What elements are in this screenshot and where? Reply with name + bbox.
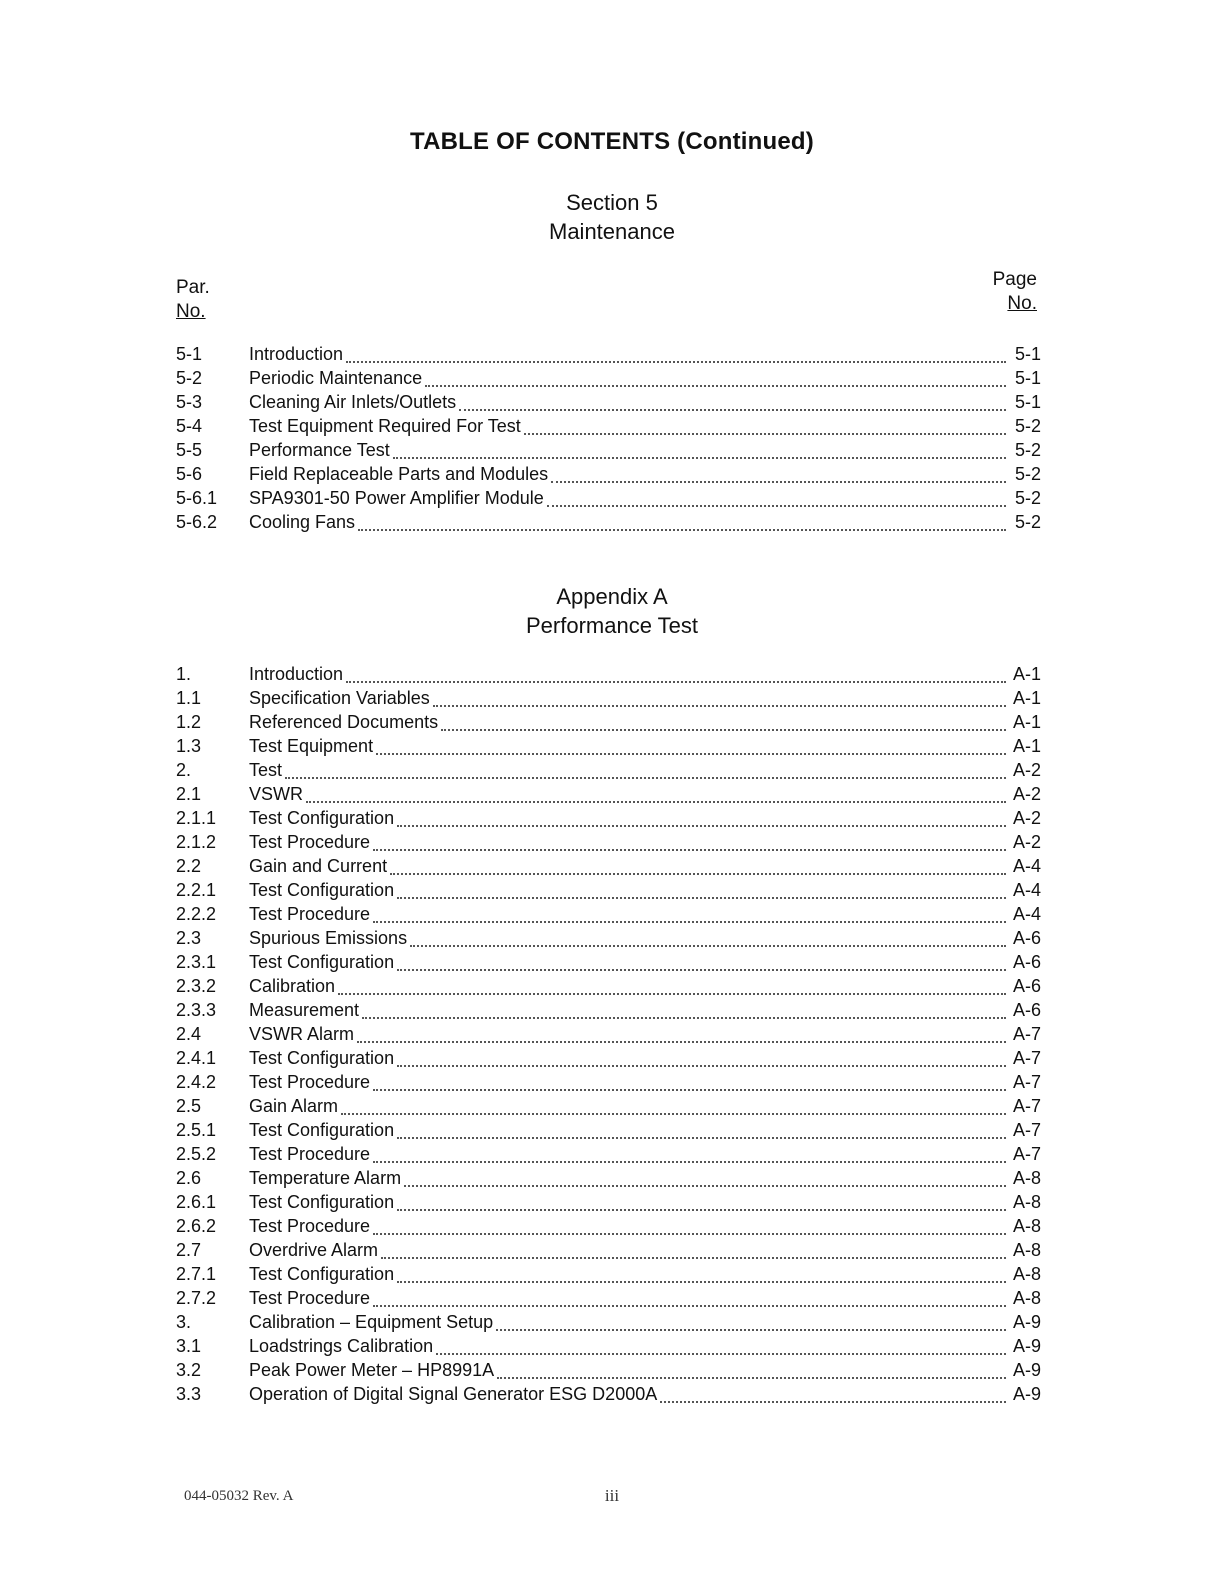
- toc-entry: [176, 760, 1041, 784]
- toc-entry: [176, 1168, 1041, 1192]
- appendix-toc-list: [176, 664, 1041, 1408]
- toc-page-number: A-9: [1012, 1384, 1041, 1404]
- toc-entry: [176, 928, 1041, 952]
- dot-leader: [397, 968, 1006, 971]
- toc-entry-title: Peak Power Meter – HP8991A: [249, 1360, 495, 1380]
- toc-entry-title: Test Configuration: [249, 1048, 395, 1068]
- toc-par-number: 2.2.1: [176, 880, 217, 900]
- toc-par-number: 2.4.1: [176, 1048, 217, 1068]
- toc-entry: [176, 1360, 1041, 1384]
- toc-page-number: A-9: [1012, 1336, 1041, 1356]
- toc-entry: [176, 464, 1041, 488]
- toc-page-number: 5-2: [1014, 464, 1041, 484]
- toc-page-number: A-8: [1012, 1168, 1041, 1188]
- toc-entry-title: Test Equipment Required For Test: [249, 416, 521, 436]
- toc-entry-title: Overdrive Alarm: [249, 1240, 379, 1260]
- dot-leader: [346, 360, 1006, 363]
- toc-entry: [176, 392, 1041, 416]
- toc-entry-title: VSWR Alarm: [249, 1024, 355, 1044]
- toc-entry-title: Loadstrings Calibration: [249, 1336, 434, 1356]
- toc-entry: [176, 904, 1041, 928]
- toc-par-number: 2.4: [176, 1024, 202, 1044]
- toc-page-number: 5-2: [1014, 488, 1041, 508]
- toc-entry-title: Operation of Digital Signal Generator ESG D2000A: [249, 1384, 658, 1404]
- toc-page-number: A-7: [1012, 1072, 1041, 1092]
- dot-leader: [376, 752, 1006, 755]
- appendix-number: Appendix A: [556, 584, 668, 609]
- toc-par-number: 2.2: [176, 856, 202, 876]
- toc-entry-title: Calibration: [249, 976, 336, 996]
- toc-par-number: 3.1: [176, 1336, 202, 1356]
- par-header-line2: No.: [176, 301, 206, 322]
- dot-leader: [497, 1376, 1006, 1379]
- toc-entry: [176, 1240, 1041, 1264]
- toc-page-number: A-7: [1012, 1096, 1041, 1116]
- toc-entry-title: Periodic Maintenance: [249, 368, 423, 388]
- toc-par-number: 5-5: [176, 440, 203, 460]
- toc-page-number: A-6: [1012, 952, 1041, 972]
- dot-leader: [373, 1304, 1006, 1307]
- dot-leader: [459, 408, 1006, 411]
- toc-entry-title: Test Procedure: [249, 1216, 371, 1236]
- toc-entry: [176, 512, 1041, 536]
- toc-par-number: 2.3.1: [176, 952, 217, 972]
- section-title: Maintenance: [549, 219, 675, 244]
- toc-par-number: 3.: [176, 1312, 192, 1332]
- dot-leader: [373, 1088, 1006, 1091]
- toc-page-number: 5-1: [1014, 344, 1041, 364]
- toc-page-number: A-2: [1012, 832, 1041, 852]
- toc-entry: [176, 952, 1041, 976]
- toc-page-number: A-6: [1012, 1000, 1041, 1020]
- toc-page-number: A-8: [1012, 1216, 1041, 1236]
- toc-par-number: 2.3.3: [176, 1000, 217, 1020]
- toc-par-number: 3.2: [176, 1360, 202, 1380]
- toc-par-number: 5-4: [176, 416, 203, 436]
- toc-page-number: A-8: [1012, 1192, 1041, 1212]
- toc-par-number: 5-3: [176, 392, 203, 412]
- toc-par-number: 2.1.1: [176, 808, 217, 828]
- toc-entry: [176, 880, 1041, 904]
- toc-page-number: A-4: [1012, 856, 1041, 876]
- toc-entry: [176, 1144, 1041, 1168]
- toc-entry-title: Gain and Current: [249, 856, 388, 876]
- toc-entry: [176, 808, 1041, 832]
- toc-par-number: 5-6.2: [176, 512, 218, 532]
- document-number: 044-05032 Rev. A: [184, 1488, 294, 1504]
- toc-entry-title: VSWR: [249, 784, 303, 804]
- toc-entry-title: Test Configuration: [249, 1192, 395, 1212]
- toc-entry-title: Test Configuration: [249, 1264, 395, 1284]
- toc-par-number: 5-6: [176, 464, 203, 484]
- toc-entry: [176, 416, 1041, 440]
- toc-par-number: 1.1: [176, 688, 202, 708]
- toc-entry: [176, 832, 1041, 856]
- dot-leader: [393, 456, 1006, 459]
- toc-entry-title: Test Procedure: [249, 1144, 371, 1164]
- toc-entry-title: Performance Test: [249, 440, 390, 460]
- toc-entry: [176, 1312, 1041, 1336]
- toc-entry: [176, 664, 1041, 688]
- dot-leader: [551, 480, 1006, 483]
- toc-par-number: 2.7.2: [176, 1288, 217, 1308]
- dot-leader: [547, 504, 1006, 507]
- toc-par-number: 1.2: [176, 712, 202, 732]
- toc-page-number: A-1: [1012, 736, 1041, 756]
- toc-page-number: A-8: [1012, 1264, 1041, 1284]
- toc-page-number: 5-2: [1014, 440, 1041, 460]
- toc-page-number: A-6: [1012, 928, 1041, 948]
- toc-page-number: A-8: [1012, 1240, 1041, 1260]
- toc-par-number: 1.: [176, 664, 192, 684]
- toc-par-number: 2.7: [176, 1240, 202, 1260]
- dot-leader: [397, 896, 1006, 899]
- page-header-line2: No.: [1007, 293, 1037, 314]
- toc-page-number: A-7: [1012, 1120, 1041, 1140]
- toc-entry-title: Test Configuration: [249, 880, 395, 900]
- toc-entry: [176, 368, 1041, 392]
- dot-leader: [390, 872, 1006, 875]
- page-column-header: [993, 268, 1037, 316]
- toc-par-number: 2.6.2: [176, 1216, 217, 1236]
- toc-entry: [176, 1384, 1041, 1408]
- toc-par-number: 2.5: [176, 1096, 202, 1116]
- toc-page-number: A-7: [1012, 1048, 1041, 1068]
- toc-par-number: 2.: [176, 760, 192, 780]
- toc-entry: [176, 688, 1041, 712]
- dot-leader: [441, 728, 1006, 731]
- toc-page-number: A-2: [1012, 808, 1041, 828]
- toc-par-number: 2.7.1: [176, 1264, 217, 1284]
- toc-page-number: 5-2: [1014, 416, 1041, 436]
- section-heading: [0, 188, 1224, 246]
- dot-leader: [357, 1040, 1006, 1043]
- toc-entry: [176, 1288, 1041, 1312]
- toc-entry: [176, 1264, 1041, 1288]
- toc-page-number: A-2: [1012, 760, 1041, 780]
- dot-leader: [436, 1352, 1006, 1355]
- page-header-line1: Page: [992, 269, 1037, 290]
- toc-par-number: 2.1.2: [176, 832, 217, 852]
- toc-entry-title: Test Procedure: [249, 904, 371, 924]
- toc-par-number: 2.2.2: [176, 904, 217, 924]
- toc-par-number: 2.5.2: [176, 1144, 217, 1164]
- toc-par-number: 2.5.1: [176, 1120, 217, 1140]
- dot-leader: [660, 1400, 1006, 1403]
- section5-toc-list: [176, 344, 1041, 536]
- dot-leader: [358, 528, 1006, 531]
- dot-leader: [381, 1256, 1006, 1259]
- toc-entry-title: Introduction: [249, 664, 344, 684]
- dot-leader: [404, 1184, 1006, 1187]
- toc-entry: [176, 976, 1041, 1000]
- toc-entry-title: Test Procedure: [249, 832, 371, 852]
- par-column-header: [176, 276, 210, 324]
- toc-entry: [176, 1096, 1041, 1120]
- dot-leader: [397, 1136, 1006, 1139]
- toc-page-number: A-1: [1012, 712, 1041, 732]
- dot-leader: [362, 1016, 1006, 1019]
- toc-page-number: 5-1: [1014, 392, 1041, 412]
- toc-entry: [176, 856, 1041, 880]
- toc-par-number: 3.3: [176, 1384, 202, 1404]
- toc-page-number: A-7: [1012, 1024, 1041, 1044]
- toc-entry-title: Test Configuration: [249, 952, 395, 972]
- toc-page-number: A-4: [1012, 904, 1041, 924]
- page-number: iii: [604, 1486, 620, 1505]
- toc-entry-title: Test Configuration: [249, 808, 395, 828]
- toc-par-number: 2.3: [176, 928, 202, 948]
- dot-leader: [397, 824, 1006, 827]
- dot-leader: [306, 800, 1006, 803]
- dot-leader: [524, 432, 1006, 435]
- page-title: TABLE OF CONTENTS (Continued): [410, 128, 814, 155]
- toc-par-number: 5-2: [176, 368, 203, 388]
- toc-entry: [176, 712, 1041, 736]
- toc-entry-title: Field Replaceable Parts and Modules: [249, 464, 549, 484]
- toc-entry-title: Calibration – Equipment Setup: [249, 1312, 494, 1332]
- section-number: Section 5: [566, 190, 658, 215]
- toc-entry-title: Test Procedure: [249, 1072, 371, 1092]
- toc-entry: [176, 1024, 1041, 1048]
- toc-entry-title: SPA9301-50 Power Amplifier Module: [249, 488, 544, 508]
- toc-par-number: 2.1: [176, 784, 202, 804]
- appendix-title: Performance Test: [525, 613, 698, 638]
- toc-entry-title: Test Procedure: [249, 1288, 371, 1308]
- toc-par-number: 2.3.2: [176, 976, 217, 996]
- toc-entry-title: Test Equipment: [249, 736, 374, 756]
- toc-page-number: A-1: [1012, 688, 1041, 708]
- toc-page-number: A-8: [1012, 1288, 1041, 1308]
- toc-page-number: A-6: [1012, 976, 1041, 996]
- toc-page-number: A-4: [1012, 880, 1041, 900]
- toc-entry-title: Referenced Documents: [249, 712, 439, 732]
- toc-entry: [176, 736, 1041, 760]
- toc-entry: [176, 1336, 1041, 1360]
- dot-leader: [410, 944, 1006, 947]
- toc-par-number: 2.4.2: [176, 1072, 217, 1092]
- dot-leader: [397, 1064, 1006, 1067]
- dot-leader: [496, 1328, 1006, 1331]
- dot-leader: [373, 1232, 1006, 1235]
- toc-entry-title: Specification Variables: [249, 688, 430, 708]
- toc-entry: [176, 1120, 1041, 1144]
- toc-page-number: A-1: [1012, 664, 1041, 684]
- toc-entry-title: Measurement: [249, 1000, 360, 1020]
- toc-par-number: 5-6.1: [176, 488, 218, 508]
- toc-page-number: A-9: [1012, 1312, 1041, 1332]
- toc-entry-title: Test: [249, 760, 283, 780]
- dot-leader: [373, 1160, 1006, 1163]
- dot-leader: [397, 1208, 1006, 1211]
- toc-entry-title: Spurious Emissions: [249, 928, 408, 948]
- dot-leader: [397, 1280, 1006, 1283]
- appendix-heading: [0, 582, 1224, 640]
- dot-leader: [346, 680, 1006, 683]
- toc-page-number: 5-2: [1014, 512, 1041, 532]
- toc-entry-title: Gain Alarm: [249, 1096, 339, 1116]
- toc-page-number: A-2: [1012, 784, 1041, 804]
- toc-entry: [176, 1000, 1041, 1024]
- dot-leader: [425, 384, 1006, 387]
- toc-entry-title: Temperature Alarm: [249, 1168, 402, 1188]
- toc-entry-title: Cooling Fans: [249, 512, 356, 532]
- toc-entry: [176, 440, 1041, 464]
- toc-entry: [176, 1192, 1041, 1216]
- dot-leader: [433, 704, 1006, 707]
- dot-leader: [341, 1112, 1006, 1115]
- toc-page-number: A-7: [1012, 1144, 1041, 1164]
- toc-entry-title: Introduction: [249, 344, 344, 364]
- toc-par-number: 2.6.1: [176, 1192, 217, 1212]
- toc-entry: [176, 1216, 1041, 1240]
- toc-entry-title: Cleaning Air Inlets/Outlets: [249, 392, 457, 412]
- toc-par-number: 1.3: [176, 736, 202, 756]
- toc-entry: [176, 1072, 1041, 1096]
- par-header-line1: Par.: [176, 277, 210, 298]
- toc-par-number: 5-1: [176, 344, 203, 364]
- dot-leader: [373, 848, 1006, 851]
- toc-entry: [176, 488, 1041, 512]
- toc-entry: [176, 1048, 1041, 1072]
- toc-page-number: 5-1: [1014, 368, 1041, 388]
- toc-entry: [176, 344, 1041, 368]
- dot-leader: [285, 776, 1006, 779]
- toc-page-number: A-9: [1012, 1360, 1041, 1380]
- dot-leader: [373, 920, 1006, 923]
- dot-leader: [338, 992, 1006, 995]
- toc-entry-title: Test Configuration: [249, 1120, 395, 1140]
- toc-entry: [176, 784, 1041, 808]
- toc-par-number: 2.6: [176, 1168, 202, 1188]
